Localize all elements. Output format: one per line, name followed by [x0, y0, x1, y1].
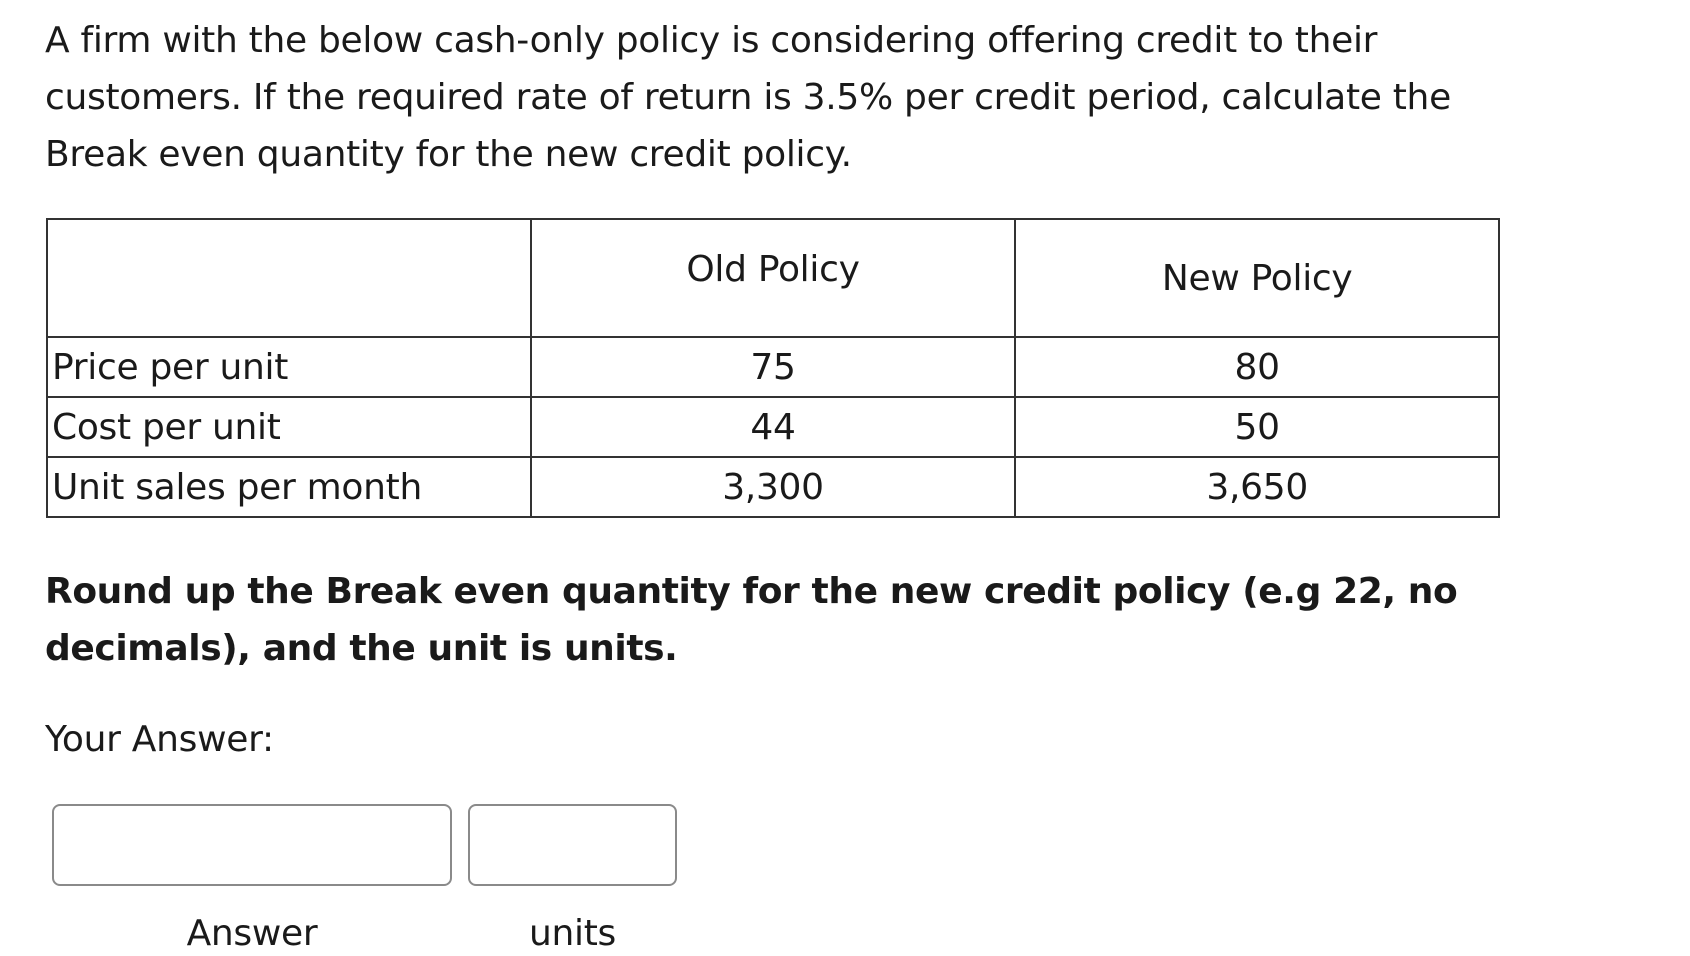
new-policy-value: 3,650: [1015, 457, 1499, 517]
table-row: [47, 397, 1499, 457]
question-text: A firm with the below cash-only policy is considering offering credit to their customers. If the required rate of return is 3.5% per credit period, calculate the Break even quantity for the new credit policy.: [45, 20, 1451, 175]
instruction-text: Round up the Break even quantity for the new credit policy (e.g 22, no decimals), and the unit is units.: [45, 571, 1458, 669]
policy-comparison-table: [46, 218, 1500, 518]
row-label: Unit sales per month: [47, 457, 531, 517]
new-policy-value: 80: [1015, 337, 1499, 397]
header-cell-empty: [47, 219, 531, 337]
old-policy-value: 44: [531, 397, 1016, 457]
units-caption: units: [528, 913, 616, 954]
row-label: Cost per unit: [47, 397, 531, 457]
answer-input[interactable]: [52, 804, 452, 886]
units-input[interactable]: [468, 804, 677, 886]
header-cell-new-policy: New Policy: [1015, 219, 1499, 337]
row-label: Price per unit: [47, 337, 531, 397]
new-policy-value: 50: [1015, 397, 1499, 457]
table-row: [47, 457, 1499, 517]
table-header-row: [47, 219, 1499, 337]
answer-caption: Answer: [186, 913, 318, 954]
old-policy-value: 3,300: [531, 457, 1016, 517]
your-answer-heading: Your Answer:: [45, 719, 274, 760]
old-policy-value: 75: [531, 337, 1016, 397]
table-row: [47, 337, 1499, 397]
header-cell-old-policy: Old Policy: [531, 219, 1016, 337]
